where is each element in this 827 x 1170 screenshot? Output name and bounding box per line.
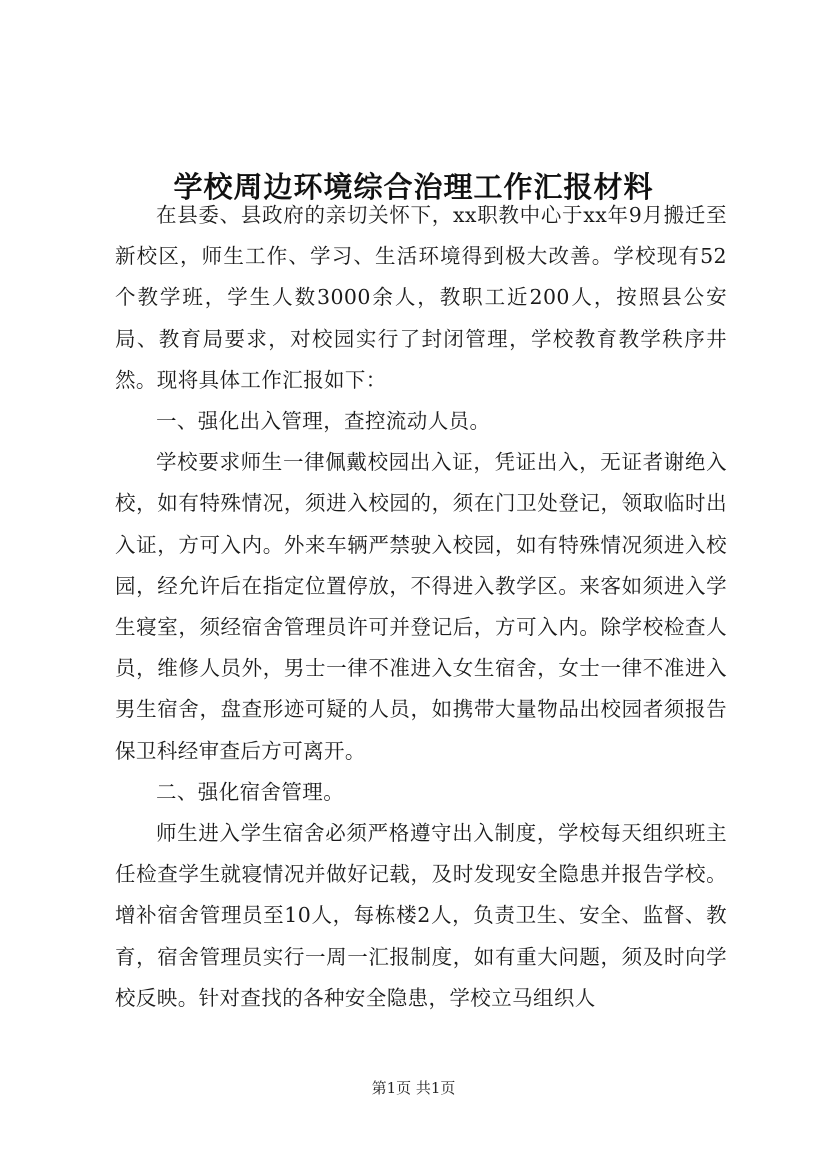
document-title: 学校周边环境综合治理工作汇报材料 <box>173 170 654 205</box>
section-heading-1: 一、强化出入管理，查控流动人员。 <box>156 409 491 434</box>
section-2-paragraph: 师生进入学生宿舍必须严格遵守出入制度，学校每天组织班主任检查学生就寝情况并做好记载，及时发现安全隐患并报告学校。增补宿舍管理员至10人，每栋楼2人，负责卫生、安全、监督、教育，宿舍管理员实行一周一汇报制度，如有重大问题，须及时向学校反映。针对查找的各种安全隐患，学校立马组织人 <box>115 821 727 1010</box>
document-body <box>115 195 727 1019</box>
section-1-paragraph: 学校要求师生一律佩戴校园出入证，凭证出入，无证者谢绝入校，如有特殊情况，须进入校园的，须在门卫处登记，领取临时出入证，方可入内。外来车辆严禁驶入校园，如有特殊情况须进入校园，经允许后在指定位置停放，不得进入教学区。来客如须进入学生寝室，须经宿舍管理员许可并登记后，方可入内。除学校检查人员，维修人员外，男士一律不准进入女生宿舍，女士一律不准进入男生宿舍，盘查形迹可疑的人员，如携带大量物品出校园者须报告保卫科经审查后方可离开。 <box>115 450 727 763</box>
section-heading-2: 二、强化宿舍管理。 <box>156 779 345 804</box>
intro-paragraph: 在县委、县政府的亲切关怀下，xx职教中心于xx年9月搬迁至新校区，师生工作、学习、生活环境得到极大改善。学校现有52个教学班，学生人数3000余人，教职工近200人，按照县公安局、教育局要求，对校园实行了封闭管理，学校教育教学秩序井然。现将具体工作汇报如下： <box>115 203 727 392</box>
page-footer: 第1页 共1页 <box>371 1079 456 1097</box>
